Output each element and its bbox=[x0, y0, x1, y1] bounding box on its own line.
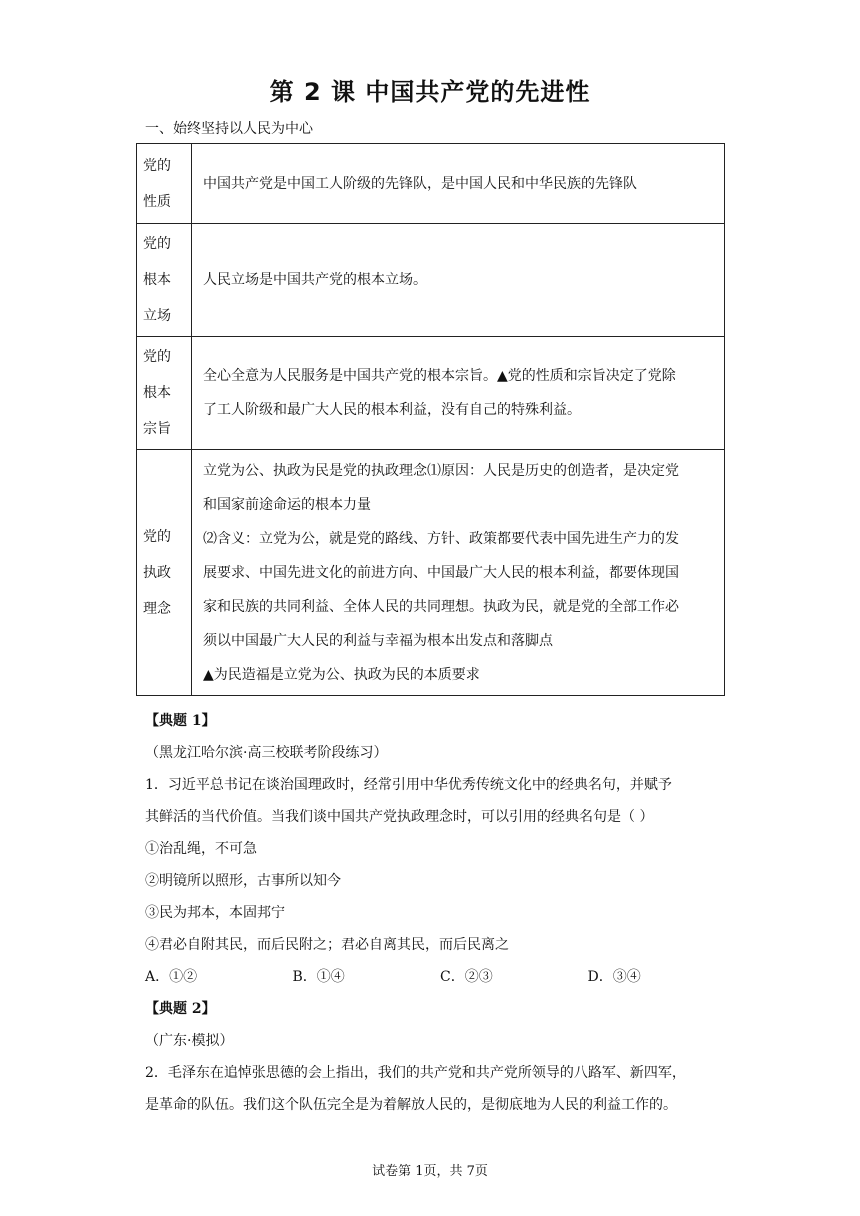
statement-item: ③民为邦本，本固邦宁 bbox=[145, 905, 285, 921]
content-line: 人民立场是中国共产党的根本立场。 bbox=[203, 272, 427, 288]
table-row bbox=[137, 337, 725, 450]
question-stem: 是革命的队伍。我们这个队伍完全是为着解放人民的，是彻底地为人民的利益工作的。 bbox=[145, 1097, 677, 1113]
statement-item: ①治乱绳，不可急 bbox=[145, 841, 257, 857]
content-line: ⑵含义：立党为公，就是党的路线、方针、政策都要代表中国先进生产力的发 bbox=[203, 530, 679, 547]
term-cell bbox=[137, 224, 192, 337]
content-line: 家和民族的共同利益、全体人民的共同理想。执政为民，就是党的全部工作必 bbox=[203, 598, 679, 615]
term-line: 宗旨 bbox=[143, 421, 171, 437]
table-row bbox=[137, 224, 725, 337]
section-heading: 一、始终坚持以人民为中心 bbox=[145, 121, 313, 137]
term-line: 党的 bbox=[143, 528, 171, 545]
content-line: 全心全意为人民服务是中国共产党的根本宗旨。▲党的性质和宗旨决定了党除 bbox=[203, 368, 676, 384]
option-a: A．①② bbox=[145, 969, 198, 985]
example-1 bbox=[145, 705, 735, 1121]
content-cell bbox=[192, 337, 725, 450]
concept-table bbox=[136, 143, 725, 696]
content-cell bbox=[192, 224, 725, 337]
content-line: 了工人阶级和最广大人民的根本利益，没有自己的特殊利益。 bbox=[203, 402, 581, 418]
table-row bbox=[137, 450, 725, 696]
option-c: C．②③ bbox=[440, 969, 493, 985]
example-label: 【典题 1】 bbox=[145, 713, 216, 729]
question-stem: 其鲜活的当代价值。当我们谈中国共产党执政理念时，可以引用的经典名句是（ ） bbox=[145, 809, 654, 825]
content-line: 立党为公、执政为民是党的执政理念⑴原因：人民是历史的创造者，是决定党 bbox=[203, 462, 679, 479]
lesson-title: 第 2 课 中国共产党的先进性 bbox=[269, 78, 591, 106]
statement-item: ④君必自附其民，而后民附之；君必自离其民，而后民离之 bbox=[145, 937, 509, 953]
content-line: 中国共产党是中国工人阶级的先锋队，是中国人民和中华民族的先锋队 bbox=[203, 175, 637, 192]
term-line: 党的 bbox=[143, 349, 171, 365]
content-line: 和国家前途命运的根本力量 bbox=[203, 496, 371, 513]
page-footer: 试卷第 1页，共 7页 bbox=[372, 1164, 488, 1179]
term-line: 根本 bbox=[143, 272, 171, 288]
term-cell bbox=[137, 144, 192, 224]
term-line: 根本 bbox=[143, 385, 171, 401]
term-line: 理念 bbox=[143, 600, 171, 617]
option-b: B．①④ bbox=[292, 969, 345, 985]
term-line: 性质 bbox=[143, 193, 171, 210]
term-line: 党的 bbox=[143, 236, 171, 252]
term-cell bbox=[137, 450, 192, 696]
statement-item: ②明镜所以照形，古事所以知今 bbox=[145, 873, 341, 889]
option-d: D．③④ bbox=[587, 969, 641, 985]
table-row bbox=[137, 144, 725, 224]
term-line: 立场 bbox=[143, 308, 171, 324]
answer-options bbox=[145, 961, 735, 993]
content-line: ▲为民造福是立党为公、执政为民的本质要求 bbox=[203, 666, 480, 683]
question-stem: 2．毛泽东在追悼张思德的会上指出，我们的共产党和共产党所领导的八路军、新四军， bbox=[145, 1065, 686, 1081]
question-source: （广东·模拟） bbox=[145, 1033, 234, 1049]
question-stem: 1．习近平总书记在谈治国理政时，经常引用中华优秀传统文化中的经典名句，并赋予 bbox=[145, 777, 672, 793]
example-label: 【典题 2】 bbox=[145, 1001, 216, 1017]
term-line: 执政 bbox=[143, 564, 171, 581]
content-cell bbox=[192, 144, 725, 224]
content-line: 须以中国最广大人民的利益与幸福为根本出发点和落脚点 bbox=[203, 632, 553, 649]
term-line: 党的 bbox=[143, 157, 171, 174]
content-line: 展要求、中国先进文化的前进方向、中国最广大人民的根本利益，都要体现国 bbox=[203, 564, 679, 581]
question-source: （黑龙江哈尔滨·高三校联考阶段练习） bbox=[145, 745, 388, 761]
term-cell bbox=[137, 337, 192, 450]
content-cell bbox=[192, 450, 725, 696]
